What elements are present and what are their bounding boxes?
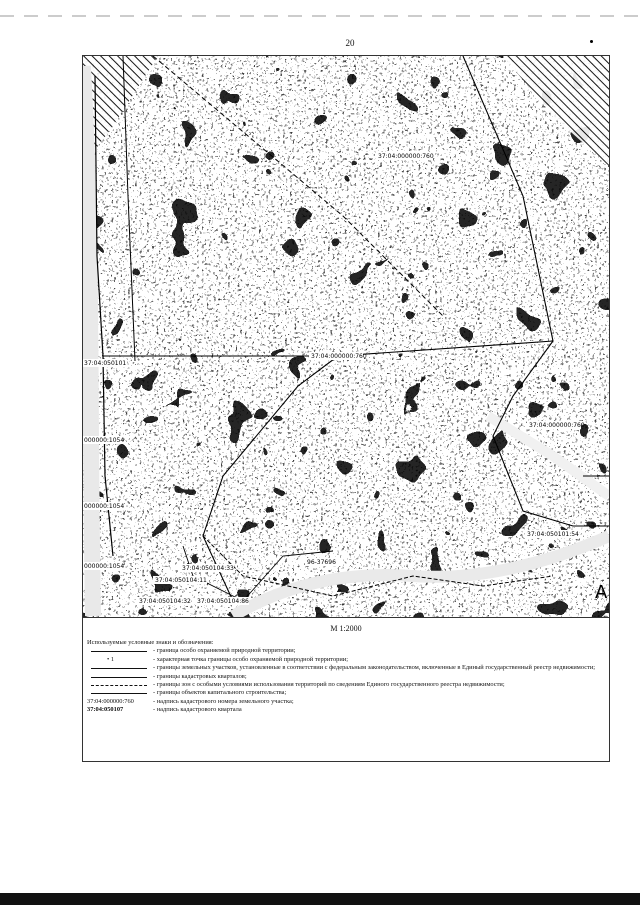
legend-item-land-plot-boundaries [87,664,603,672]
satellite-map[interactable] [83,56,609,618]
svg-text:000000:1054: 000000:1054 [84,503,125,510]
map-label [83,562,124,570]
legend-symbol: • 1 [107,655,115,663]
svg-text:37:04:000000:760: 37:04:000000:760 [378,153,434,160]
legend-text: - надпись кадастрового номера земельного участка; [153,697,294,705]
svg-text:37:04:050104:32: 37:04:050104:32 [139,598,191,605]
legend-item-cadastral-quarter-boundaries [87,673,603,681]
legend-symbol [87,689,153,697]
map-label [195,597,249,605]
legend-item-oopt-boundary [87,647,603,655]
legend-item-quarter-number [87,706,603,714]
legend-text: - характерная точка границы особо охраняемой природной территории; [153,655,348,663]
legend-text: - границы зон с особыми условиями использования территорий по сведениям Единого государственного реестра недвижимости; [153,681,505,689]
map-label [153,576,207,584]
map-label [309,352,367,360]
legend-text: - границы кадастровых кварталов; [153,672,247,680]
legend-item-characteristic-point [87,656,603,664]
map-label [137,597,191,605]
legend-symbol [87,673,153,681]
map-scale: М 1:2000 [330,624,362,633]
legend-symbol: 37:04:050107 [87,706,124,714]
svg-text:37:04:050104:33: 37:04:050104:33 [182,565,234,572]
svg-text:000000:1054: 000000:1054 [84,563,125,570]
map-label [305,558,343,566]
map-label [376,152,434,160]
legend-text: - граница особо охраняемой природной территории; [153,647,296,655]
legend-title: Используемые условные знаки и обозначения: [87,639,214,646]
svg-text:37:04:050104:86: 37:04:050104:86 [197,598,249,605]
legend-text: - надпись кадастрового квартала [153,706,242,714]
legend-item-special-zones [87,681,603,689]
svg-text:37:04:000000:760: 37:04:000000:760 [529,422,585,429]
map-sheet [82,55,610,762]
top-dashed-border [0,14,640,18]
map-label [180,564,234,572]
legend-text: - границы объектов капитального строительства; [153,689,287,697]
road-label: А [595,582,608,603]
legend [87,639,603,715]
legend-symbol [87,647,153,655]
scan-dot [590,40,593,43]
legend-item-land-plot-number [87,698,603,706]
legend-symbol [87,664,153,672]
svg-text:37:04:050104:11: 37:04:050104:11 [155,577,207,584]
map-canvas [83,56,609,617]
legend-symbol [87,681,153,689]
page-number: 20 [345,38,355,48]
legend-text: - границы земельных участков, установленные в соответствии с федеральным законодательством, включенные в Единый государственный реестр недвижимости; [153,664,596,672]
scan-bottom-edge [0,893,640,905]
map-label [525,530,579,538]
legend-item-capital-objects [87,689,603,697]
svg-text:37:04:050101:54: 37:04:050101:54 [527,531,579,538]
clearing-left [83,66,93,616]
map-label [83,502,124,510]
svg-text:96-37696: 96-37696 [307,559,336,566]
map-label [83,359,127,367]
svg-text:37:04:050101: 37:04:050101 [84,360,127,367]
svg-text:37:04:000000:760: 37:04:000000:760 [311,353,367,360]
map-label [83,436,124,444]
svg-text:000000:1054: 000000:1054 [84,437,125,444]
legend-symbol: 37:04:000000:760 [87,697,134,705]
map-label [527,421,585,429]
